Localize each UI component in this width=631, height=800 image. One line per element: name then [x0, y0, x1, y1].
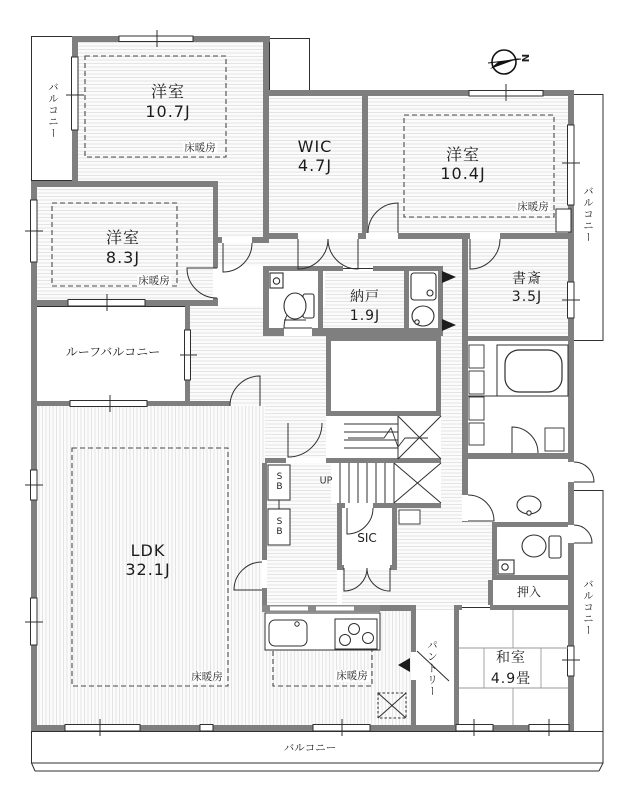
washbasin-icons-upper [411, 273, 436, 326]
storage-room-name: 納戸 [350, 288, 380, 305]
study-size: 3.5J [511, 288, 543, 305]
shoe-box-label-2: SB [274, 517, 285, 537]
floor-heating-label-1: 床暖房 [184, 141, 216, 154]
compass-north-label: N [518, 53, 530, 63]
floor-heating-label-3: 床暖房 [138, 274, 170, 287]
bedroom3-size: 10.4J [440, 163, 486, 183]
balcony-left-label: バルコニー [47, 81, 60, 139]
bedroom2-name: 洋室 [105, 227, 141, 247]
kitchen-sink-icon [269, 620, 307, 646]
ldk-size: 32.1J [125, 559, 171, 579]
floor-heating-label-2: 床暖房 [517, 200, 549, 213]
shoe-in-closet-label: SIC [357, 531, 377, 546]
japanese-room-size: 4.9畳 [490, 670, 532, 687]
floor-heating-label-5: 床暖房 [336, 669, 368, 682]
stairs-up-label: UP [319, 475, 333, 487]
bedroom2-size: 8.3J [105, 247, 141, 267]
study-name: 書斎 [512, 270, 542, 287]
futon-closet-label: 押入 [516, 585, 542, 600]
balcony-right-top-label: バルコニー [582, 185, 595, 243]
wic-name: WIC [297, 136, 333, 156]
bedroom1-name: 洋室 [150, 81, 186, 101]
bedroom1-size: 10.7J [145, 101, 191, 121]
bedroom3-name: 洋室 [445, 144, 481, 164]
shoe-box-label-1: SB [274, 472, 285, 492]
storage-room-size: 1.9J [349, 307, 381, 324]
balcony-bottom-label: バルコニー [283, 741, 337, 754]
balcony-right-bottom-label: バルコニー [582, 578, 595, 636]
ldk-name: LDK [130, 540, 166, 560]
compass-icon [488, 50, 521, 74]
kitchen-counter [262, 605, 380, 650]
roof-balcony-label: ルーフバルコニー [65, 345, 161, 360]
wic-size: 4.7J [297, 155, 333, 175]
pantry-label: パントリー [426, 639, 439, 697]
floor-heating-label-4: 床暖房 [191, 670, 223, 683]
japanese-room-name: 和室 [496, 649, 526, 666]
